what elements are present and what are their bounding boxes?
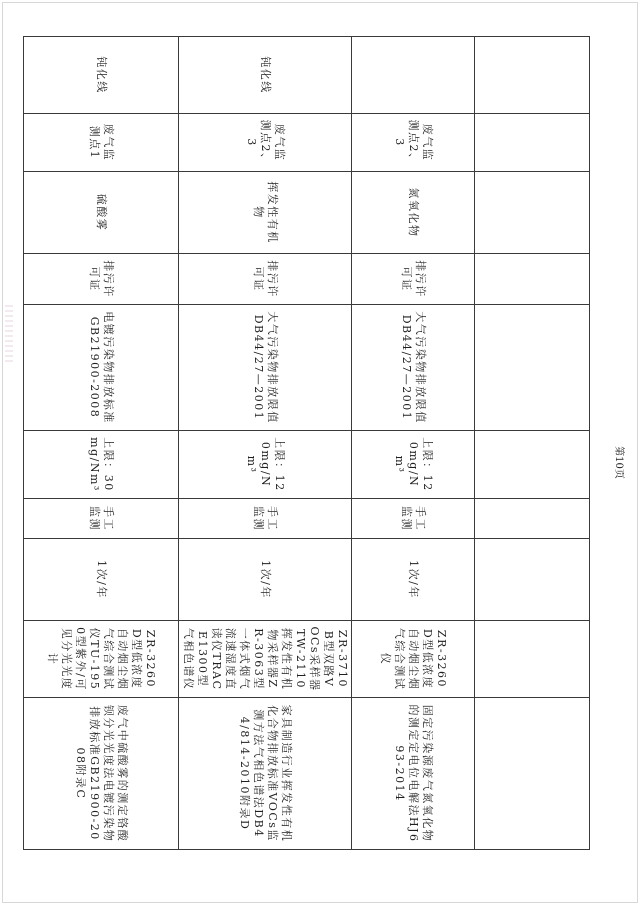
instrument-cell: ZR-3260D型低浓度自动烟尘烟气综合测试仪	[352, 621, 475, 698]
table-cell	[475, 114, 590, 172]
method-cell: 家具制造行业挥发性有机化合物排放标准VOCs监测方法气相色谱法DB44/814-2010附录D	[179, 698, 352, 850]
monitoring-point-cell: 废气监测点1	[24, 114, 179, 172]
pollutant-cell: 挥发性有机物	[179, 172, 352, 254]
monitoring-mode-cell: 手工监测	[179, 499, 352, 539]
monitoring-point-cell: 废气监测点2、3	[179, 114, 352, 172]
method-cell: 固定污染源废气氮氧化物的测定定电位电解法HJ693-2014	[352, 698, 475, 850]
monitoring-table-region	[46, 36, 590, 849]
production-line-cell	[352, 37, 475, 114]
frequency-cell: 1次/年	[179, 539, 352, 621]
standard-cell: 大气污染物排放限值DB44/27—2001	[352, 305, 475, 431]
limit-cell: 上限：120mg/Nm³	[179, 431, 352, 499]
instrument-cell: ZR-3710B型双路VOCs采样器TW-2110挥发性有机物采样器ZR-3063型一体式烟气流速湿度直读仪TRACE1300型气相色谱仪	[179, 621, 352, 698]
monitoring-table	[23, 36, 590, 850]
limit-cell: 上限：30mg/Nm³	[24, 431, 179, 499]
table-cell	[475, 37, 590, 114]
table-cell	[475, 431, 590, 499]
table-row	[24, 37, 179, 850]
table-cell	[475, 698, 590, 850]
table-cell	[475, 621, 590, 698]
table-row	[179, 37, 352, 850]
standard-cell: 电镀污染物排放标准GB21900-2008	[24, 305, 179, 431]
table-cell	[475, 172, 590, 254]
monitoring-point-cell: 废气监测点2、3	[352, 114, 475, 172]
pollutant-cell: 硫酸雾	[24, 172, 179, 254]
table-cell	[475, 254, 590, 305]
permit-cell: 排污许可证	[24, 254, 179, 305]
frequency-cell: 1次/年	[352, 539, 475, 621]
table-cell	[475, 305, 590, 431]
method-cell: 废气中硫酸雾的测定铬酸钡分光光度法电镀污染物排放标准GB21900-2008附录C	[24, 698, 179, 850]
permit-cell: 排污许可证	[352, 254, 475, 305]
production-line-cell: 钝化线	[179, 37, 352, 114]
standard-cell: 大气污染物排放限值DB44/27—2001	[179, 305, 352, 431]
table-cell	[475, 539, 590, 621]
production-line-cell: 钝化线	[24, 37, 179, 114]
frequency-cell: 1次/年	[24, 539, 179, 621]
table-row	[475, 37, 590, 850]
permit-cell: 排污许可证	[179, 254, 352, 305]
monitoring-mode-cell: 手工监测	[24, 499, 179, 539]
limit-cell: 上限：120mg/Nm³	[352, 431, 475, 499]
page-number: 第10页	[612, 446, 624, 479]
instrument-cell: ZR-3260D型低浓度自动烟尘烟气综合测试仪TU-1950型紫外/可见分光光度计	[24, 621, 179, 698]
table-cell	[475, 499, 590, 539]
scan-artifact	[5, 305, 13, 365]
monitoring-mode-cell: 手工监测	[352, 499, 475, 539]
table-row	[352, 37, 475, 850]
pollutant-cell: 氮氧化物	[352, 172, 475, 254]
